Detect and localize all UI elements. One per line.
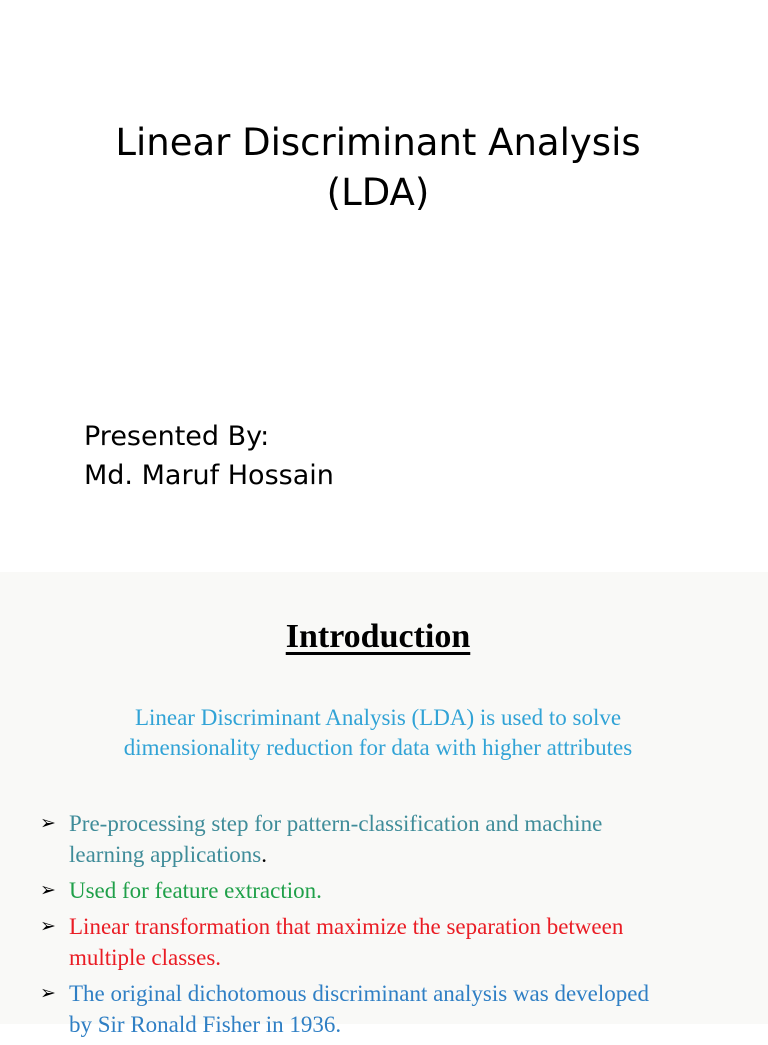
presenter-label: Presented By: <box>84 421 270 452</box>
arrow-right-icon: ➢ <box>40 812 56 834</box>
bullet-trailing-period: . <box>261 842 267 867</box>
bullet-line: Linear transformation that maximize the separation between <box>69 914 624 939</box>
bullet-list <box>40 808 750 1045</box>
bullet-item <box>40 875 750 906</box>
bullet-line-text: learning applications <box>69 842 262 867</box>
bullet-item <box>40 978 750 1040</box>
bullet-line: by Sir Ronald Fisher in 1936. <box>69 1012 342 1037</box>
slide-title-line-1: Linear Discriminant Analysis <box>115 121 641 164</box>
presenter-block <box>84 417 334 495</box>
introduction-slide <box>0 572 768 1037</box>
introduction-heading: Introduction <box>285 618 471 655</box>
bullet-line-wrap <box>69 839 750 870</box>
bullet-item <box>40 808 750 870</box>
bullet-item <box>40 911 750 973</box>
bullet-line: The original dichotomous discriminant analysis was developed <box>69 981 649 1006</box>
slide-title-line-2: (LDA) <box>326 171 430 214</box>
slide-title <box>0 118 756 218</box>
bullet-line: multiple classes. <box>69 945 222 970</box>
bullet-line: Used for feature extraction. <box>69 878 322 903</box>
subtitle-line-1: Linear Discriminant Analysis (LDA) is used to solve <box>134 705 622 730</box>
arrow-right-icon: ➢ <box>40 915 56 937</box>
subtitle-line-2: dimensionality reduction for data with higher attributes <box>123 735 633 760</box>
bullet-line: Pre-processing step for pattern-classification and machine <box>69 811 603 836</box>
arrow-right-icon: ➢ <box>40 982 56 1004</box>
arrow-right-icon: ➢ <box>40 879 56 901</box>
presenter-name: Md. Maruf Hossain <box>84 460 334 491</box>
introduction-subtitle <box>0 703 756 763</box>
